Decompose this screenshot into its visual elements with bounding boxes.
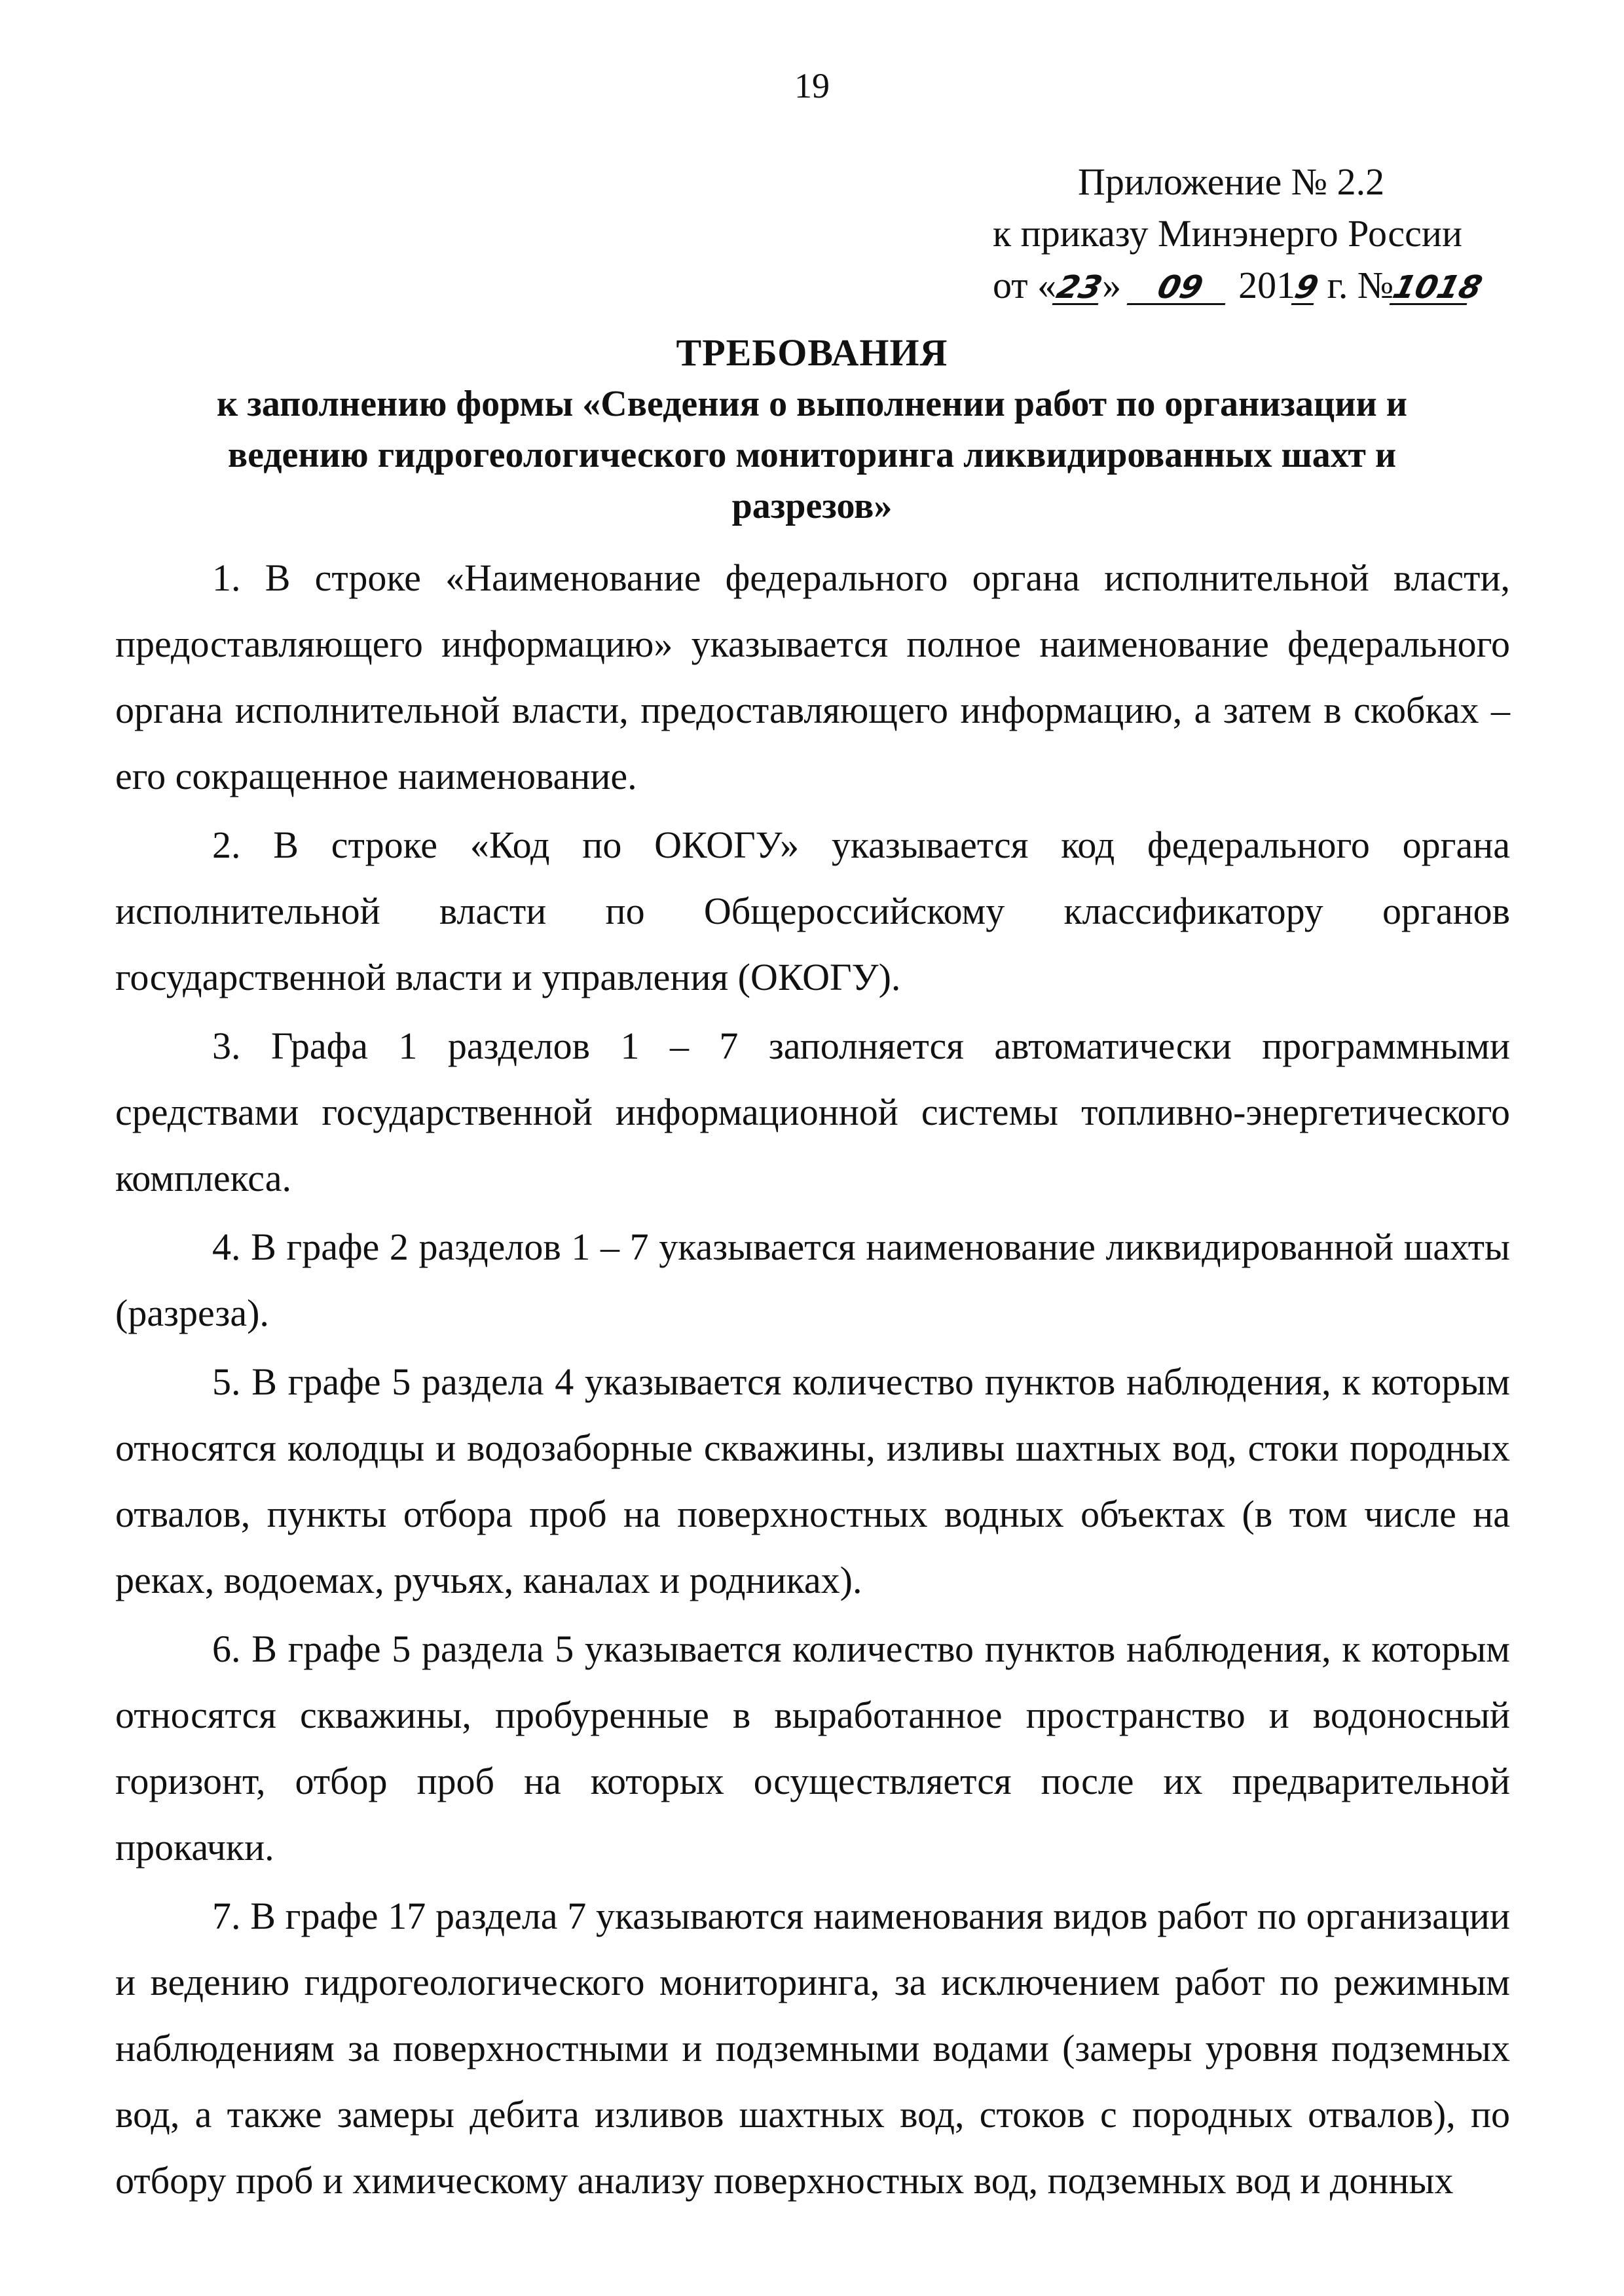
year-suffix-number-sign: г. № (1318, 264, 1394, 306)
date-prefix: от « (993, 264, 1057, 306)
appendix-title: Приложение № 2.2 (1078, 160, 1385, 203)
paragraph-6: 6. В графе 5 раздела 5 указывается количество пунктов наблюдения, к которым относятся скважины, пробуренные в выработанное пространство и водоносный горизонт, отбор проб на которых осуществляется после их предварительной прокачки. (115, 1628, 1510, 1868)
appendix-header (993, 156, 1490, 311)
document-title-block (151, 327, 1473, 532)
handwritten-month: 09 (1126, 272, 1233, 305)
appendix-order-date (993, 259, 1490, 311)
paragraph-4: 4. В графе 2 разделов 1 – 7 указывается наименование ликвидированной шахты (разреза). (115, 1226, 1510, 1334)
document-heading: ТРЕБОВАНИЯ (676, 331, 948, 374)
document-subtitle: к заполнению формы «Сведения о выполнении работ по организации и ведению гидрогеологического мониторинга ликвидированных шахт и разрезов» (216, 384, 1408, 526)
handwritten-day: 23 (1053, 269, 1106, 306)
paragraph-7: 7. В графе 17 раздела 7 указываются наименования видов работ по организации и ведению гидрогеологического мониторинга, за исключением работ по режимным наблюдениям за поверхностными и подземными водами (замеры уровня подземных вод, а также замеры дебита изливов шахтных вод, стоков с породных отвалов), по отбору проб и химическому анализу поверхностных вод, подземных вод и донных (115, 1895, 1510, 2202)
page-number: 19 (794, 66, 830, 105)
handwritten-year-digit: 9 (1291, 269, 1323, 306)
appendix-order-reference: к приказу Минэнерго России (993, 212, 1462, 255)
paragraph-5: 5. В графе 5 раздела 4 указывается количество пунктов наблюдения, к которым относятся колодцы и водозаборные скважины, изливы шахтных вод, стоки породных отвалов, пункты отбора проб на поверхностных водных объектах (в том числе на реках, водоемах, ручьях, каналах и родниках). (115, 1360, 1510, 1601)
paragraph-2: 2. В строке «Код по ОКОГУ» указывается код федерального органа исполнительной власти по Общероссийскому классификатору органов государственной власти и управления (ОКОГУ). (115, 824, 1510, 998)
handwritten-order-number: 1018 (1389, 269, 1486, 306)
date-close-quote: » (1102, 264, 1122, 306)
paragraph-1: 1. В строке «Наименование федерального органа исполнительной власти, предоставляющего информацию» указывается полное наименование федерального органа исполнительной власти, предоставляющего информацию, а затем в скобках – его сокращенное наименование. (115, 556, 1510, 797)
paragraph-3: 3. Графа 1 разделов 1 – 7 заполняется автоматически программными средствами государственной информационной системы топливно-энергетического комплекса. (115, 1025, 1510, 1199)
document-body (115, 545, 1510, 2216)
year-prefix: 201 (1238, 264, 1296, 306)
